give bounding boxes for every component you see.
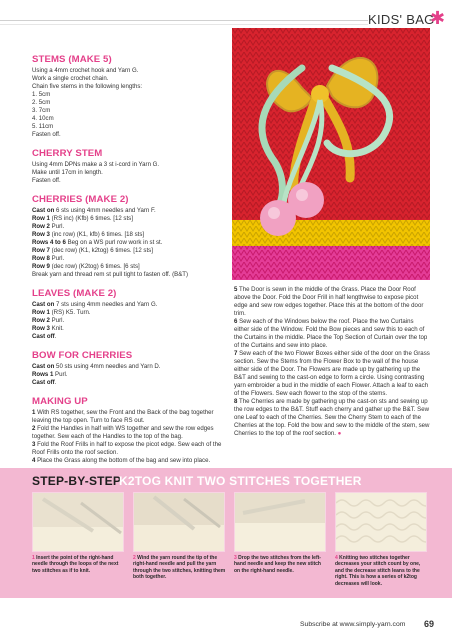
making-up-step xyxy=(234,350,430,398)
instruction-line xyxy=(32,215,222,223)
header-rule-secondary xyxy=(0,24,368,25)
step-1-text: Insert the point of the right-hand needle through the loops of the next two stitches as if to knit. xyxy=(32,555,119,574)
making-up-step xyxy=(234,286,430,318)
instruction-text: Work a single crochet chain. xyxy=(32,75,109,82)
instruction-label: Row 2 xyxy=(32,317,50,324)
instruction-line xyxy=(32,409,222,425)
instruction-label: Cast off xyxy=(32,379,55,386)
step-text: Sew each of the two Flower Boxes either side of the door on the Grass section. Sew the Stems from the Flower Box to the wall of the house either side of the Door. The Flowers are made up by gathering up the B&T and sewing to the cast-on edge to form a circle. Using contrasting yarn embroider a bud in the middle of each Flower. Attach a leaf to each of the Flowers. Sew each flower to the stop of the stems. xyxy=(234,350,430,397)
instruction-line xyxy=(32,207,222,215)
step-number: 6 xyxy=(234,318,238,325)
instruction-label: Row 2 xyxy=(32,223,50,230)
instruction-line xyxy=(32,107,222,115)
instruction-label: Row 8 xyxy=(32,255,50,262)
instruction-text: 2. 5cm xyxy=(32,99,51,106)
step-number: 5 xyxy=(234,286,238,293)
step-4-number: 4 xyxy=(335,555,338,561)
instruction-text: Beg on a WS purl row work in st st. xyxy=(65,239,163,246)
step-1 xyxy=(32,492,126,574)
instruction-label: Cast off xyxy=(32,333,55,340)
instruction-line xyxy=(32,131,222,139)
instruction-line xyxy=(32,247,222,255)
instruction-text: 4. 10cm xyxy=(32,115,54,122)
step-3-photo xyxy=(234,492,326,552)
k2tog-subheading: K2TOG KNIT TWO STITCHES TOGETHER xyxy=(119,474,362,488)
instruction-text: Purl. xyxy=(49,317,65,324)
instruction-line xyxy=(32,441,222,457)
instruction-text: Fold the Handles in half with WS together and sew the row edges together. Sew each of the Handles to the top of the bag. xyxy=(32,425,214,440)
instruction-text: Knit. xyxy=(49,325,64,332)
instruction-line xyxy=(32,325,222,333)
subscribe-line: Subscribe at www.simply-yarn.com xyxy=(300,621,406,628)
step-text: Sew each of the Windows below the roof. Place the two Curtains either side of the Window. Fold the Bow pieces and sew this to each of the Curtains in the middle. Place the Top Section of Curtain over the top of the Curtains and sew into place. xyxy=(234,318,428,349)
instruction-text: 50 sts using 4mm needles and Yarn D. xyxy=(54,363,161,370)
step-2 xyxy=(133,492,227,581)
instruction-text: Break yarn and thread rem st pull tight to fasten off. (B&T) xyxy=(32,271,189,278)
instruction-text: With RS together, sew the Front and the Back of the bag together leaving the top open. Turn to face RS out. xyxy=(32,409,214,424)
instruction-line xyxy=(32,161,222,169)
instruction-text: (inc row) (K1, kfb) 6 times. [18 sts] xyxy=(49,231,145,238)
section-heading: LEAVES (MAKE 2) xyxy=(32,288,117,299)
instruction-label: 2 xyxy=(32,425,36,432)
instruction-text: Using a 4mm crochet hook and Yarn G. xyxy=(32,67,139,74)
instruction-line xyxy=(32,67,222,75)
step-1-knitting-image xyxy=(33,493,124,552)
instruction-label: Cast on xyxy=(32,363,55,370)
step-2-photo xyxy=(133,492,225,552)
header-rule xyxy=(0,20,368,21)
instruction-line xyxy=(32,223,222,231)
instruction-line xyxy=(32,177,222,185)
instruction-line xyxy=(32,317,222,325)
step-2-text: Wind the yarn round the tip of the right-hand needle and pull the yarn through the two stitches, knitting them both together. xyxy=(133,555,226,581)
instruction-text: Purl. xyxy=(49,255,65,262)
cherries-photo xyxy=(232,28,430,280)
instruction-line xyxy=(32,91,222,99)
step-by-step-panel xyxy=(0,468,452,598)
instruction-text: 7 sts using 4mm needles and Yarn G. xyxy=(54,301,158,308)
step-number: 8 xyxy=(234,398,238,405)
step-1-number: 1 xyxy=(32,555,35,561)
instruction-line xyxy=(32,371,222,379)
instruction-text: . xyxy=(54,379,57,386)
instruction-line xyxy=(32,115,222,123)
instruction-line xyxy=(32,169,222,177)
instruction-line xyxy=(32,301,222,309)
instruction-text: Fold the Roof Frills in half to expose the picot edge. Sew each of the Roof Frills onto the roof section. xyxy=(32,441,222,456)
section-heading: MAKING UP xyxy=(32,396,88,407)
instruction-line xyxy=(32,425,222,441)
step-4 xyxy=(335,492,429,587)
section-heading: CHERRY STEM xyxy=(32,148,103,159)
instruction-line xyxy=(32,379,222,387)
step-1-caption xyxy=(32,555,126,574)
instruction-text: Place the Grass along the bottom of the bag and sew into place. xyxy=(35,457,211,464)
instruction-line xyxy=(32,231,222,239)
instruction-line xyxy=(32,75,222,83)
instruction-line xyxy=(32,83,222,91)
instruction-label: Rows 4 to 6 xyxy=(32,239,66,246)
pattern-instructions-column xyxy=(32,54,222,465)
instruction-label: Row 9 xyxy=(32,263,50,270)
instruction-text: Fasten off. xyxy=(32,177,61,184)
instruction-line xyxy=(32,457,222,465)
instruction-label: 3 xyxy=(32,441,36,448)
instruction-label: Row 3 xyxy=(32,325,50,332)
instruction-line xyxy=(32,271,222,279)
instruction-text: 1. 5cm xyxy=(32,91,51,98)
instruction-line xyxy=(32,239,222,247)
instruction-text: (RS) K5. Turn. xyxy=(49,309,91,316)
instruction-text: Using 4mm DPNs make a 3 st i-cord in Yarn G. xyxy=(32,161,160,168)
step-3-caption xyxy=(234,555,328,574)
instruction-text: Chain five stems in the following lengths: xyxy=(32,83,143,90)
instruction-text: Fasten off. xyxy=(32,131,61,138)
instruction-label: 4 xyxy=(32,457,36,464)
step-3-knitting-image xyxy=(235,493,326,552)
step-3-number: 3 xyxy=(234,555,237,561)
instruction-text: 3. 7cm xyxy=(32,107,51,114)
instruction-text: 6 sts using 4mm needles and Yarn F. xyxy=(54,207,156,214)
step-1-photo xyxy=(32,492,124,552)
instruction-label: Cast on xyxy=(32,207,55,214)
instruction-text: Make until 17cm in length. xyxy=(32,169,103,176)
step-2-number: 2 xyxy=(133,555,136,561)
instruction-text: Purl. xyxy=(49,223,65,230)
section-heading: BOW FOR CHERRIES xyxy=(32,350,133,361)
step-3-text: Drop the two stitches from the left-hand needle and keep the new stitch on the right-hand needle. xyxy=(234,555,321,574)
step-4-photo xyxy=(335,492,427,552)
instruction-line xyxy=(32,333,222,341)
instruction-label: Row 1 xyxy=(32,309,50,316)
section-heading: CHERRIES (MAKE 2) xyxy=(32,194,129,205)
instruction-label: Row 3 xyxy=(32,231,50,238)
instruction-line xyxy=(32,263,222,271)
instruction-label: Row 7 xyxy=(32,247,50,254)
star-icon: ✱ xyxy=(430,8,446,28)
page-number: 69 xyxy=(424,619,435,629)
instruction-text: 5. 11cm xyxy=(32,123,54,130)
instruction-line xyxy=(32,123,222,131)
step-4-caption xyxy=(335,555,429,587)
step-by-step-heading: STEP-BY-STEP xyxy=(32,474,122,488)
instruction-text: (dec row) (K2tog) 6 times. [6 sts] xyxy=(49,263,140,270)
knitted-cherries-illustration xyxy=(232,28,430,280)
instruction-label: Row 1 xyxy=(32,215,50,222)
making-up-step xyxy=(234,398,430,438)
section-heading: STEMS (MAKE 5) xyxy=(32,54,112,65)
instruction-line xyxy=(32,99,222,107)
step-4-text: Knitting two stitches together decreases your stitch count by one, and the decrease stitch leans to the right. This is how a series of k2tog decreases will look. xyxy=(335,555,421,587)
instruction-line xyxy=(32,255,222,263)
instruction-text: (dec row) (K1, k2tog) 6 times. [12 sts] xyxy=(49,247,153,254)
step-number: 7 xyxy=(234,350,238,357)
step-2-caption xyxy=(133,555,227,581)
making-up-continued-column xyxy=(234,286,430,438)
step-2-knitting-image xyxy=(134,493,225,552)
instruction-label: 1 xyxy=(32,409,36,416)
instruction-line xyxy=(32,309,222,317)
step-text: The Cherries are made by gathering up the cast-on sts and sewing up the row edges to the B&T. Stuff each cherry and gather up the B&T. Sew one Leaf to each of the Cherries. Sew the Cherry Stem to each of the Cherries at the top. Fold the bow and sew to the middle of the stem, sew Cherries to the top of the roof section. xyxy=(234,398,430,437)
instruction-text: . xyxy=(54,333,57,340)
step-3 xyxy=(234,492,328,574)
instruction-text: (RS inc) (Kfb) 6 times. [12 sts] xyxy=(49,215,133,222)
section-tag: KIDS' BAG xyxy=(368,12,435,27)
step-4-knitting-image xyxy=(336,493,427,552)
instruction-line xyxy=(32,363,222,371)
instruction-label: Cast on xyxy=(32,301,55,308)
instruction-text: Purl. xyxy=(53,371,68,378)
step-text: The Door is sewn in the middle of the Grass. Place the Door Roof above the Door. Fold the Door Frill in half lengthwise to expose picot edge and sew row edges together. Place this at the bottom of the door trim. xyxy=(234,286,424,317)
instruction-label: Rows 1 xyxy=(32,371,54,378)
making-up-step xyxy=(234,318,430,350)
end-mark-icon: ● xyxy=(337,430,342,437)
